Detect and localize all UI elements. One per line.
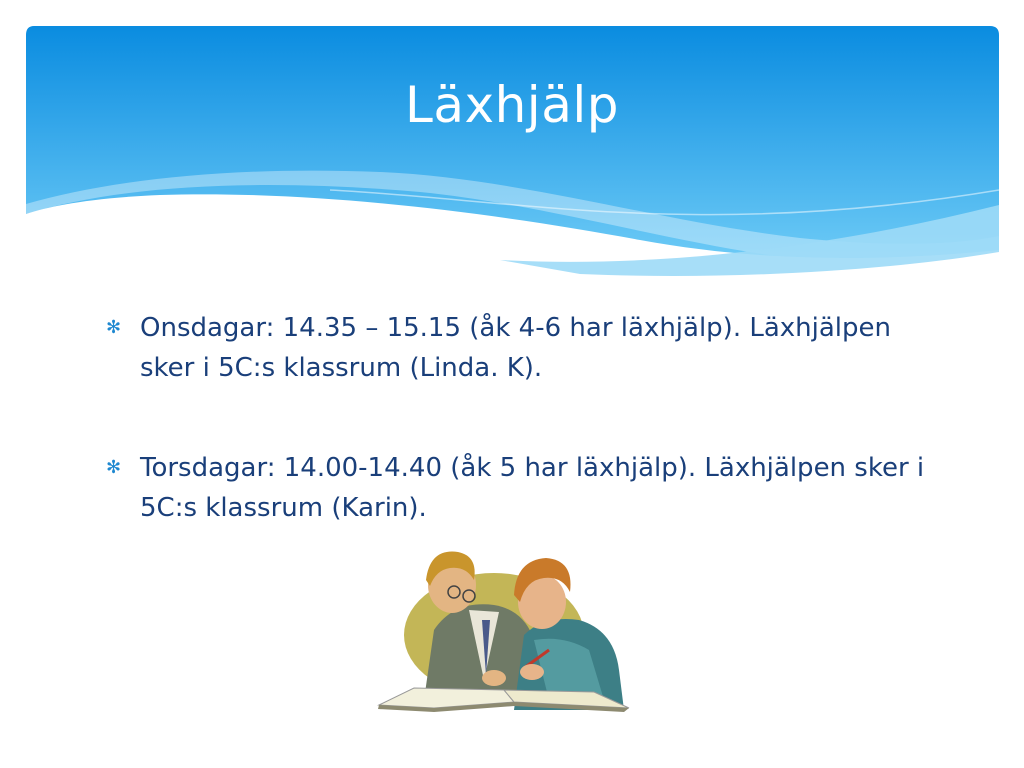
bullet-icon: ✻ xyxy=(106,457,122,478)
teacher-helping-student-icon xyxy=(374,540,644,715)
header-banner xyxy=(0,0,1024,300)
bullet-text: Torsdagar: 14.00-14.40 (åk 5 har läxhjälp). Läxhjälpen sker i 5C:s klassrum (Karin). xyxy=(140,453,925,523)
header-background xyxy=(26,26,999,258)
slide-title: Läxhjälp xyxy=(405,76,619,134)
bullet-icon: ✻ xyxy=(106,317,122,338)
bullet-text: Onsdagar: 14.35 – 15.15 (åk 4-6 har läxhjälp). Läxhjälpen sker i 5C:s klassrum (Linda. K). xyxy=(140,313,891,383)
bullet-item xyxy=(106,448,936,528)
bullet-item xyxy=(106,308,936,388)
